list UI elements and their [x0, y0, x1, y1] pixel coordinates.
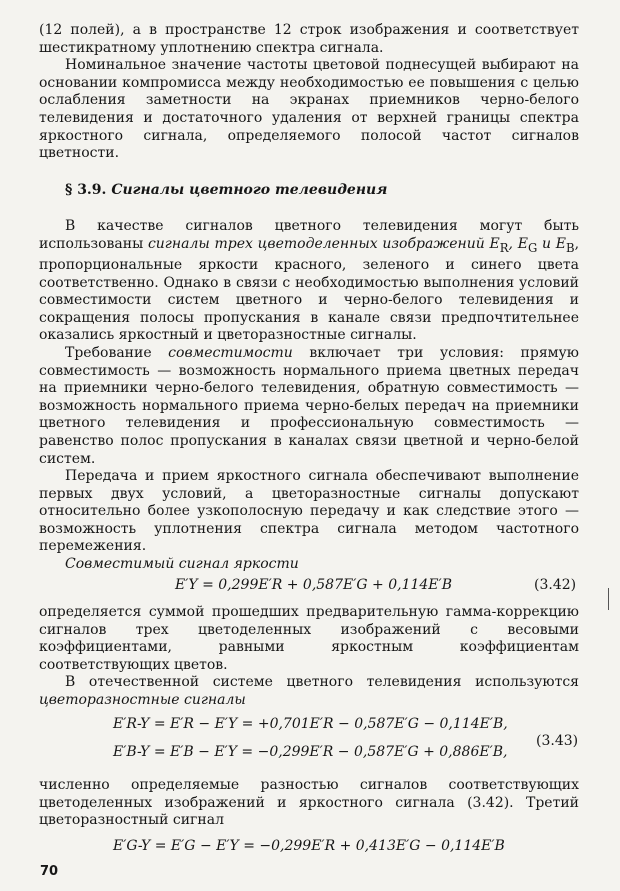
emphasis: совместимости [168, 344, 293, 361]
paragraph: В отечественной системе цветного телевидения используются цветоразностные сигналы [39, 674, 579, 708]
equation-number: (3.42) [534, 577, 577, 593]
text-block-luma [39, 604, 579, 710]
paragraph: Требование совместимости включает три условия: прямую совместимость — возможность нормального приема цветных передач на приемники черно-белого телевидения, обратную совместимость — возможность нормального приема черно-белых передач на приемники цветного телевидения и профессиональную совместимость — равенство полос пропускания в каналах связи цветной и черно-белой систем. [39, 344, 579, 467]
section-number: § 3.9. [65, 182, 107, 198]
paragraph: (12 полей), а в пространстве 12 строк изображения и соответствует шестикратному уплотнению спектра сигнала. [39, 22, 579, 56]
emphasis: Совместимый сигнал яркости [65, 556, 299, 573]
text-block-signals [39, 218, 579, 574]
page-number: 70 [40, 864, 59, 879]
paragraph: численно определяемые разностью сигналов соответствующих цветоделенных изображений и яркостного сигнала (3.42). Третий цветоразностный сигнал [39, 777, 579, 829]
paragraph: В качестве сигналов цветного телевидения могут быть использованы сигналы трех цветоделенных изображений $E_R$, $E_G$ и $E_B$, пропорциональные яркости красного, зеленого и синего цвета соответственно. Однако в связи с необходимостью выполнения условий совместимости систем цветного и черно-белого телевидения и сокращения полосы пропускания в канале связи предпочтительнее оказались яркостный и цветоразностные сигналы. [39, 218, 580, 344]
equation-g-y: E′G-Y = E′G − E′Y = −0,299E′R + 0,413E′G − 0,114E′B [113, 838, 505, 854]
text-block-top [39, 22, 579, 163]
equation-number: (3.43) [536, 733, 579, 749]
emphasis: сигналы трех цветоделенных изображений [147, 235, 485, 252]
paragraph: определяется суммой прошедших предварительную гамма-коррекцию сигналов трех цветоделенных изображений с весовыми коэффициентами, равными яркостным коэффициентам соответствующих цветов. [39, 604, 579, 673]
equation-3-42: E′Y = 0,299E′R + 0,587E′G + 0,114E′B [175, 577, 452, 593]
paragraph: Номинальное значение частоты цветовой поднесущей выбирают на основании компромисса между необходимостью ее повышения с целью ослабления заметности на экранах приемников черно-белого телевидения и достаточного удаления от верхней границы спектра яркостного сигнала, определяемого полосой частот сигналов цветности. [39, 57, 579, 162]
section-heading [65, 182, 387, 198]
margin-mark [608, 588, 609, 610]
equation-3-43-line-1: E′R-Y = E′R − E′Y = +0,701E′R − 0,587E′G − 0,114E′B, [113, 716, 508, 732]
section-title: Сигналы цветного телевидения [111, 182, 388, 198]
equation-3-43-line-2: E′B-Y = E′B − E′Y = −0,299E′R − 0,587E′G + 0,886E′B, [113, 744, 508, 760]
paragraph [39, 556, 579, 574]
paragraph: Передача и прием яркостного сигнала обеспечивают выполнение первых двух условий, а цветоразностные сигналы допускают относительно более узкополосную передачу и как следствие этого — возможность уплотнения спектра сигнала методом частотного перемежения. [39, 468, 579, 555]
text-block-diff [39, 777, 579, 830]
emphasis: цветоразностные сигналы [39, 691, 246, 708]
